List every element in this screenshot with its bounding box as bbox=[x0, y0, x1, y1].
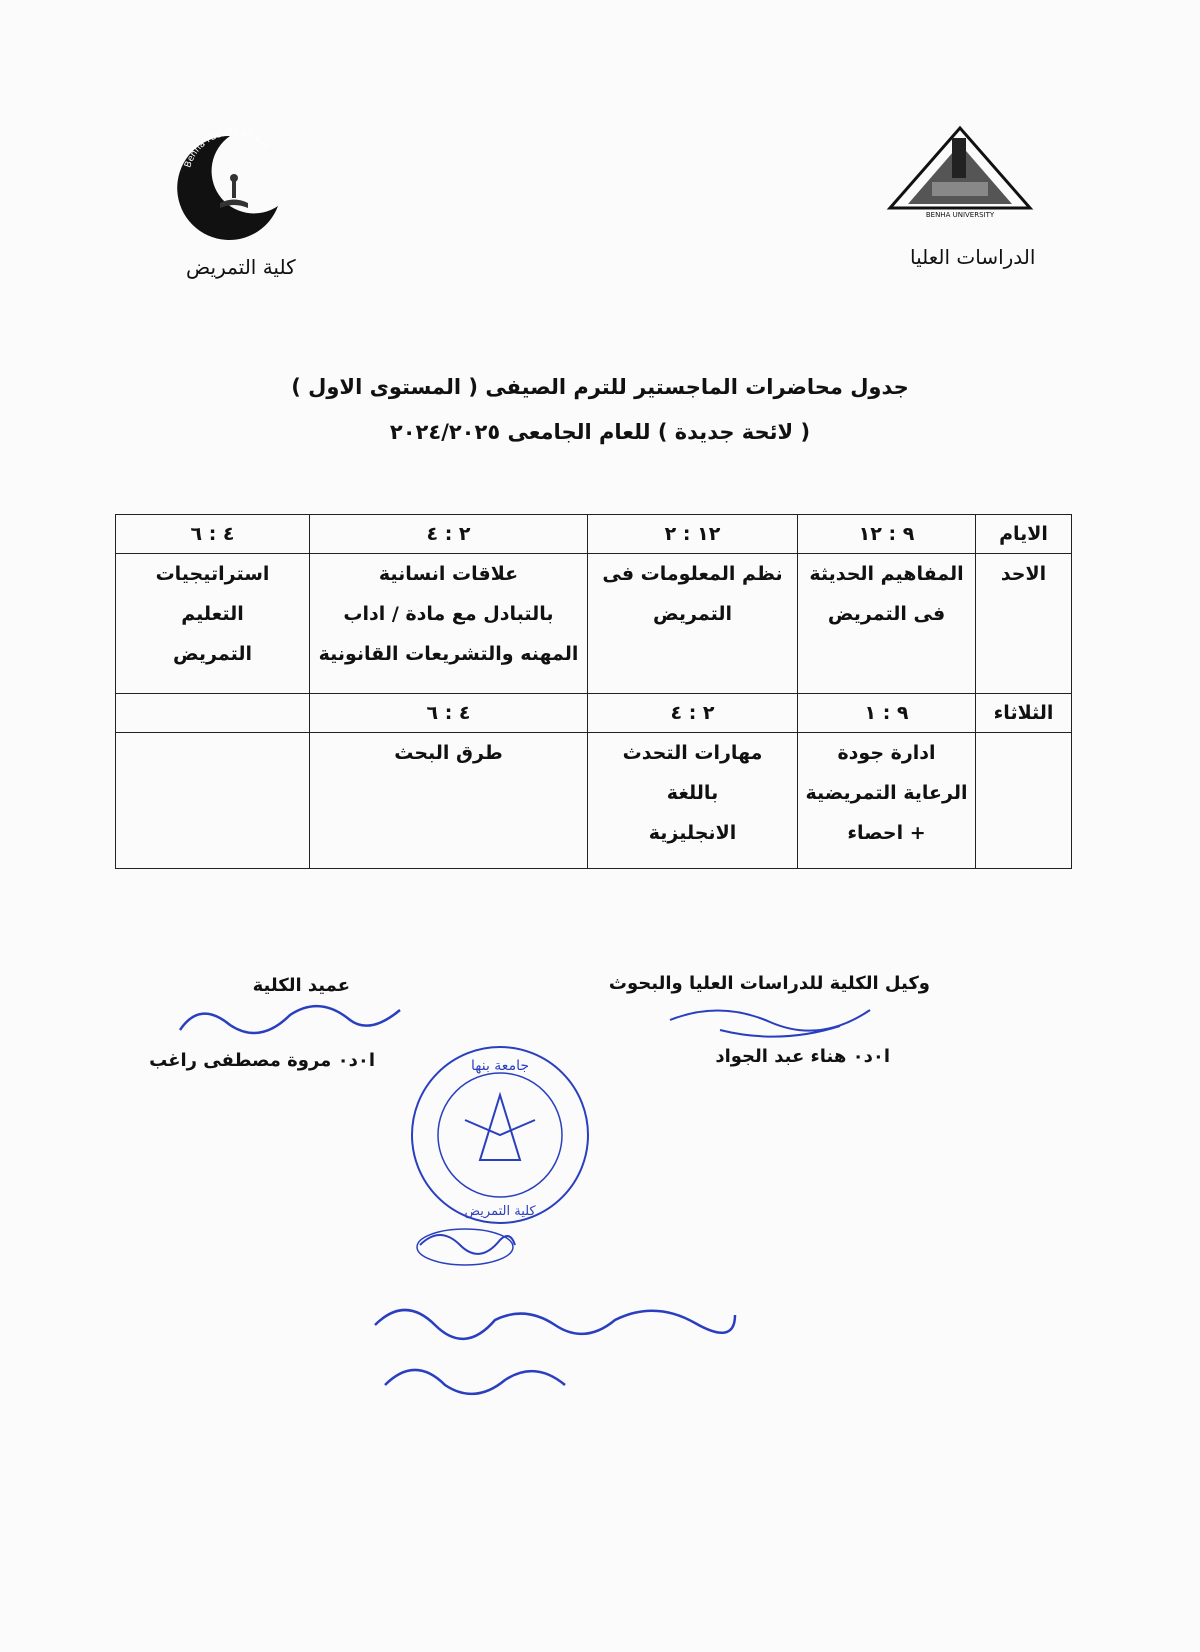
time-cell: ٢ : ٤ bbox=[588, 694, 798, 733]
course-line: استراتيجيات التعليم bbox=[155, 563, 270, 625]
course-cell bbox=[588, 554, 798, 694]
course-cell bbox=[798, 554, 976, 694]
page-title: جدول محاضرات الماجستير للترم الصيفى ( المستوى الاول ) bbox=[291, 375, 909, 399]
time-cell: ٤ : ٦ bbox=[116, 515, 310, 554]
days-header: الايام bbox=[976, 515, 1072, 554]
course-line: التمريض bbox=[172, 643, 252, 665]
course-line: علاقات انسانية bbox=[378, 563, 519, 585]
dean-signature bbox=[170, 990, 410, 1054]
table-row bbox=[116, 515, 1072, 554]
day-cell: الاحد bbox=[976, 554, 1072, 694]
course-cell-empty bbox=[116, 733, 310, 869]
handwritten-note bbox=[365, 1285, 745, 1419]
vice-dean-signature bbox=[660, 990, 880, 1054]
dean-name: ا٠د٠ مروة مصطفى راغب bbox=[149, 1050, 375, 1071]
faculty-label: كلية التمريض bbox=[186, 255, 296, 279]
day-cell-empty bbox=[976, 733, 1072, 869]
course-cell bbox=[798, 733, 976, 869]
course-line: بالتبادل مع مادة / اداب bbox=[343, 603, 554, 625]
time-cell: ١٢ : ٢ bbox=[588, 515, 798, 554]
course-line: المهنه والتشريعات القانونية bbox=[318, 643, 579, 665]
course-cell bbox=[588, 733, 798, 869]
course-line: طرق البحث bbox=[394, 742, 503, 764]
dean-title: عميد الكلية bbox=[252, 975, 350, 996]
course-line: التمريض bbox=[652, 603, 732, 625]
course-line: نظم المعلومات فى bbox=[602, 563, 783, 585]
svg-text:Benha Faculty of Nursing bbox=[170, 128, 271, 169]
table-row bbox=[116, 733, 1072, 869]
time-cell bbox=[116, 694, 310, 733]
graduate-studies-label: الدراسات العليا bbox=[910, 245, 1036, 269]
course-line: الرعاية التمريضية bbox=[805, 782, 968, 804]
time-cell: ٩ : ١٢ bbox=[798, 515, 976, 554]
benha-logo-text: BENHA UNIVERSITY bbox=[925, 211, 995, 219]
stamp-outer-text: جامعة بنها bbox=[471, 1058, 529, 1074]
course-line: + احصاء bbox=[847, 822, 926, 844]
course-cell bbox=[116, 554, 310, 694]
course-line: فى التمريض bbox=[827, 603, 946, 625]
table-row bbox=[116, 694, 1072, 733]
day-cell: الثلاثاء bbox=[976, 694, 1072, 733]
nursing-faculty-logo bbox=[170, 128, 290, 243]
schedule-table bbox=[115, 514, 1072, 869]
vice-dean-title: وكيل الكلية للدراسات العليا والبحوث bbox=[608, 973, 930, 994]
course-cell bbox=[310, 733, 588, 869]
course-line: مهارات التحدث باللغة bbox=[622, 742, 763, 804]
course-cell bbox=[310, 554, 588, 694]
faculty-stamp-icon bbox=[405, 1040, 595, 1230]
benha-university-logo bbox=[880, 120, 1040, 220]
course-line: ادارة جودة bbox=[837, 742, 936, 764]
time-cell: ٩ : ١ bbox=[798, 694, 976, 733]
course-line: المفاهيم الحديثة bbox=[809, 563, 964, 585]
handwritten-initials bbox=[410, 1220, 520, 1274]
page-subtitle: ( لائحة جديدة ) للعام الجامعى ٢٠٢٤/٢٠٢٥ bbox=[389, 420, 811, 444]
vice-dean-name: ا٠د٠ هناء عبد الجواد bbox=[715, 1046, 890, 1067]
nursing-logo-text: Benha Faculty of Nur bbox=[183, 128, 271, 170]
table-row bbox=[116, 554, 1072, 694]
course-line: الانجليزية bbox=[648, 822, 737, 844]
time-cell: ٤ : ٦ bbox=[310, 694, 588, 733]
stamp-inner-text: كلية التمريض bbox=[464, 1204, 536, 1219]
time-cell: ٢ : ٤ bbox=[310, 515, 588, 554]
